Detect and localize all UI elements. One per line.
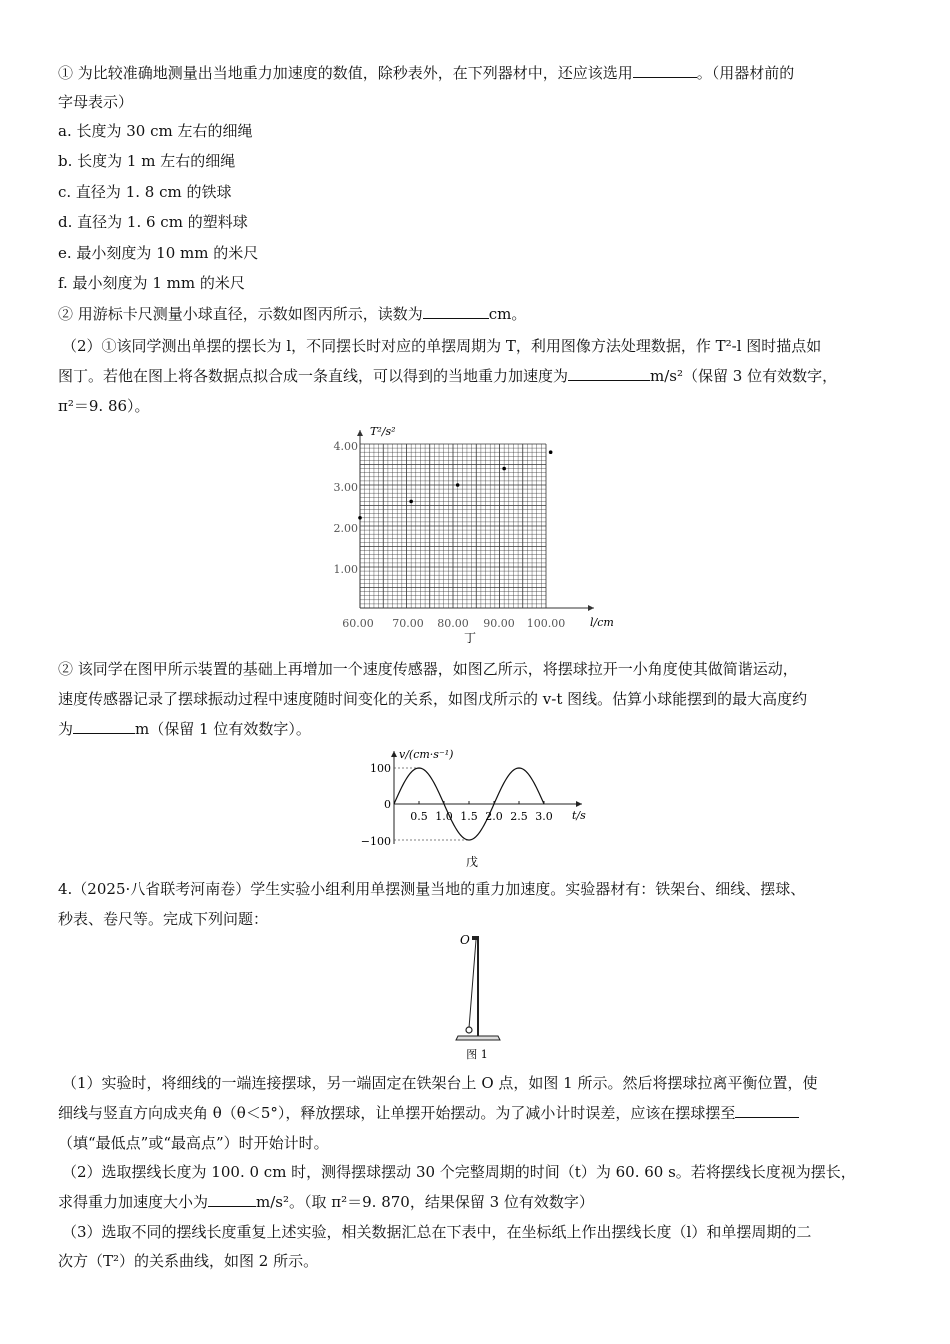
q3-p1-line2: 字母表示） [58, 93, 134, 111]
q3-part2-unit: m/s²（保留 3 位有效数字， [650, 367, 838, 385]
ding-grid [360, 444, 546, 608]
ding-xtick-100: 100.00 [526, 617, 566, 630]
q4-p2-unit: m/s²。（取 π²＝9. 870，结果保留 3 位有效数字） [256, 1193, 594, 1211]
ding-data-point [549, 450, 553, 454]
q4-p2-line1: （2）选取摆线长度为 100. 0 cm 时，测得摆球摆动 30 个完整周期的时间（t）为 60. 60 s。若将摆线长度视为摆长， [62, 1163, 856, 1181]
wu-ytick-neg100: −100 [360, 835, 391, 848]
q3-p1-line1 [58, 63, 794, 83]
answer-blank[interactable] [73, 719, 135, 734]
ding-xtick-80: 80.00 [437, 617, 469, 630]
q4-p3-line1: （3）选取不同的摆线长度重复上述实验，相关数据汇总在下表中，在坐标纸上作出摆线长度（l）和单摆周期的二 [62, 1223, 812, 1241]
wu-xtick-label: 2.5 [510, 810, 528, 823]
ding-data-point [502, 467, 506, 471]
q4-p2-line2 [58, 1192, 594, 1212]
option-e: e. 最小刻度为 10 mm 的米尺 [58, 244, 259, 262]
wu-xtick-label: 2.0 [485, 810, 503, 823]
q3-p2-line [58, 304, 526, 324]
ding-ylabel: T²/s² [370, 425, 396, 438]
wu-ytick-0: 0 [384, 798, 391, 811]
wu-axes [391, 751, 582, 844]
wu-ylabel: v/(cm·s⁻¹) [399, 748, 454, 761]
option-b: b. 长度为 1 m 左右的细绳 [58, 152, 236, 170]
figure-1-pendulum [450, 930, 510, 1072]
ding-x-arrow [588, 605, 594, 611]
wu-ytick-100: 100 [370, 762, 391, 775]
pendulum-bob [466, 1027, 472, 1033]
q3-p2-unit: cm。 [488, 305, 527, 323]
ding-data-point [358, 516, 362, 520]
q3-part2b-line1: ② 该同学在图甲所示装置的基础上再增加一个速度传感器，如图乙所示，将摆球拉开一小角度使其做简谐运动， [58, 660, 798, 678]
q4-p1-line1: （1）实验时，将细线的一端连接摆球，另一端固定在铁架台上 O 点，如图 1 所示。然后将摆球拉离平衡位置，使 [62, 1074, 818, 1092]
q3-part2b-line3 [58, 719, 311, 739]
ding-ytick-1: 1.00 [333, 563, 358, 576]
answer-blank[interactable] [568, 366, 650, 381]
q3-p1-text: ① 为比较准确地测量出当地重力加速度的数值，除秒表外，在下列器材中，还应该选用 [58, 64, 633, 82]
wu-y-arrow [391, 751, 397, 757]
q3-part2-text: 图丁。若他在图上将各数据点拟合成一条直线，可以得到的当地重力加速度为 [58, 367, 569, 385]
q4-p1-line2 [58, 1103, 799, 1123]
q3-p1-text-end: 。（用器材前的 [696, 64, 795, 82]
wu-x-arrow [576, 801, 582, 807]
ding-data-point [456, 483, 460, 487]
ding-xtick-60: 60.00 [342, 617, 374, 630]
wu-xtick-label: 0.5 [410, 810, 428, 823]
q3-p2-text: ② 用游标卡尺测量小球直径，示数如图丙所示，读数为 [58, 305, 423, 323]
ding-xtick-70: 70.00 [392, 617, 424, 630]
stand-base [456, 1036, 500, 1040]
fig1-caption: 图 1 [466, 1048, 488, 1061]
q4-p1-line3: （填“最低点”或“最高点”）时开始计时。 [58, 1134, 329, 1152]
q3-part2-line1: （2）①该同学测出单摆的摆长为 l，不同摆长时对应的单摆周期为 T，利用图像方法处理数据，作 T²-l 图时描点如 [62, 337, 822, 355]
ding-xtick-90: 90.00 [483, 617, 515, 630]
wu-caption: 戊 [465, 855, 479, 869]
option-c: c. 直径为 1. 8 cm 的铁球 [58, 183, 232, 201]
q3-part2b-line2: 速度传感器记录了摆球振动过程中速度随时间变化的关系，如图戊所示的 v-t 图线。估算小球能摆到的最大高度约 [58, 690, 808, 708]
ding-caption: 丁 [463, 631, 477, 645]
q3-part2b-unit: m（保留 1 位有效数字）。 [135, 720, 311, 738]
fig1-o-label: O [460, 933, 470, 947]
q3-part2b-text: 为 [58, 720, 74, 738]
answer-blank[interactable] [735, 1103, 799, 1118]
option-a: a. 长度为 30 cm 左右的细绳 [58, 122, 253, 140]
q3-part2-line3: π²＝9. 86）。 [58, 397, 150, 415]
q3-part2-line2 [58, 366, 837, 386]
answer-blank[interactable] [633, 63, 697, 78]
chart-wu [350, 745, 600, 870]
wu-xtick-label: 1.5 [460, 810, 478, 823]
q4-line1: 4.（2025·八省联考河南卷）学生实验小组利用单摆测量当地的重力加速度。实验器材有：铁架台、细线、摆球、 [58, 880, 806, 898]
pendulum-string [469, 940, 476, 1028]
answer-blank[interactable] [423, 304, 489, 319]
ding-ytick-3: 3.00 [333, 481, 358, 494]
ding-y-arrow [357, 430, 363, 436]
q4-p1-text: 细线与竖直方向成夹角 θ（θ＜5°），释放摆球，让单摆开始摆动。为了减小计时误差，应该在摆球摆至 [58, 1104, 736, 1122]
ding-data-point [409, 500, 413, 504]
option-d: d. 直径为 1. 6 cm 的塑料球 [58, 213, 248, 231]
ding-ytick-4: 4.00 [333, 440, 358, 453]
answer-blank[interactable] [208, 1192, 256, 1207]
wu-xlabel: t/s [572, 809, 586, 822]
wu-xtick-label: 3.0 [535, 810, 553, 823]
chart-ding [320, 420, 620, 645]
q4-p2-text: 求得重力加速度大小为 [58, 1193, 209, 1211]
option-f: f. 最小刻度为 1 mm 的米尺 [58, 274, 245, 292]
ding-ytick-2: 2.00 [333, 522, 358, 535]
ding-xlabel: l/cm [590, 616, 614, 629]
q4-line2: 秒表、卷尺等。完成下列问题： [58, 910, 269, 928]
q4-p3-line2: 次方（T²）的关系曲线，如图 2 所示。 [58, 1252, 319, 1270]
wu-xtick-label: 1.0 [435, 810, 453, 823]
